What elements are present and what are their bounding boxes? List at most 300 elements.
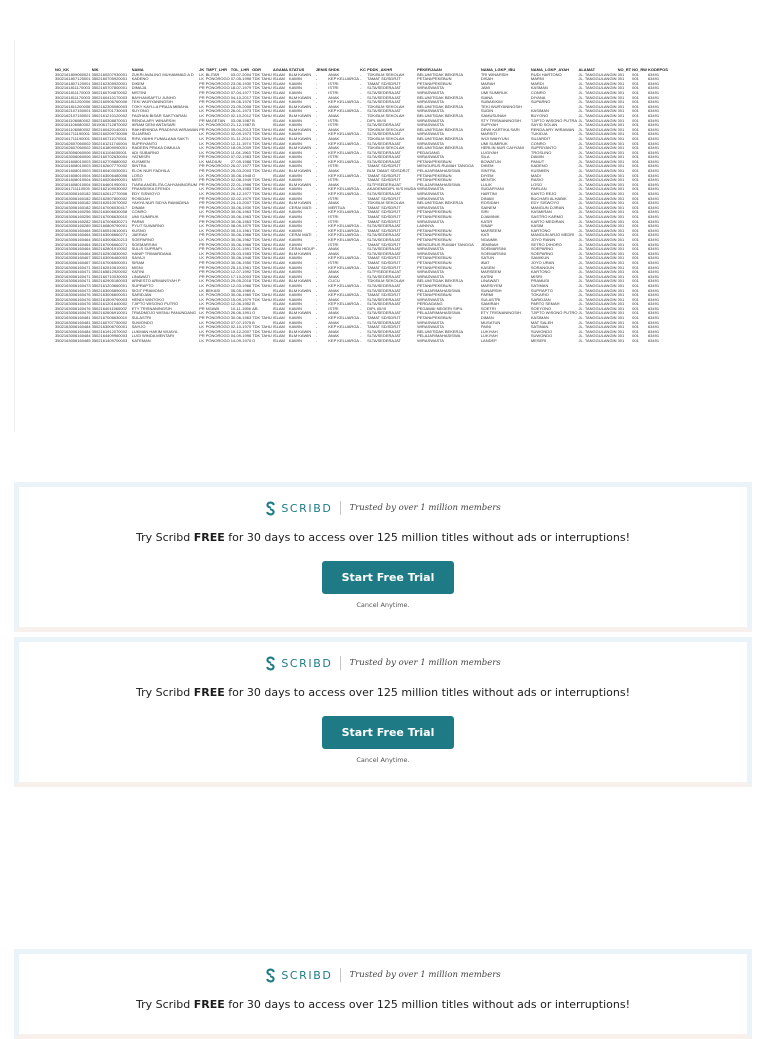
table-cell: 001 (632, 164, 639, 169)
table-cell: 63491 (647, 325, 660, 330)
table-cell: TAMAT SD/SDRJT (367, 219, 401, 224)
table-cell: KEP KELUARGA (328, 100, 360, 105)
table-cell: JL. TANGGULANGIN (578, 159, 617, 164)
table-cell: KAWIN (288, 215, 302, 219)
table-cell: 001 (632, 311, 639, 316)
table-cell: PETANI/PEKEBUN (417, 283, 452, 288)
table-cell: - (315, 260, 318, 265)
table-cell: ISTRI (328, 196, 339, 201)
table-cell: - (360, 288, 362, 293)
table-cell: TDK TAHU (252, 247, 272, 252)
table-cell: JL. TANGGULANGIN (578, 228, 617, 233)
table-cell: SLTA/SEDERAJAT (367, 155, 401, 160)
table-cell: 63491 (647, 242, 660, 247)
table-cell: TDK TAHU (252, 192, 272, 197)
table-cell: - (360, 201, 362, 206)
document-page (0, 0, 768, 432)
table-cell: JEMINAH (480, 242, 499, 247)
table-cell: WIRASWASTA (417, 141, 444, 146)
table-cell: ISLAM (272, 164, 285, 169)
table-cell: 26-01-1973 (230, 109, 252, 114)
table-cell: SLTA/SEDERAJAT (367, 339, 401, 344)
table-cell: 3502161608010004 (55, 182, 91, 187)
table-cell: LK (199, 109, 205, 114)
table-cell: 30-06-1963 (230, 215, 252, 219)
table-cell: JL. TANGGULANGIN (578, 260, 617, 265)
table-cell: SIGIT PRAMONO (131, 288, 164, 293)
table-cell: 30-06-1960 (230, 293, 252, 298)
table-cell: JL. TANGGULANGIN (578, 270, 617, 275)
table-cell: LK (199, 150, 205, 155)
table-cell: KAWIN (288, 100, 302, 105)
table-cell: B (252, 123, 255, 128)
table-cell: KAWIN (288, 196, 302, 201)
table-cell: ISLAM (272, 256, 285, 261)
table-cell: 3502167006630010 (91, 215, 128, 219)
table-cell: ANAK (328, 247, 340, 252)
table-cell: 05-05-1989 (230, 288, 252, 293)
table-cell: TDK TAHU (252, 334, 272, 339)
table-cell: 3502162709880002 (91, 159, 128, 164)
table-cell: 001 (617, 219, 625, 224)
table-cell: 001 (617, 270, 625, 275)
table-cell: 63491 (647, 302, 660, 307)
table-cell: SINTRA (131, 164, 147, 169)
table-cell: WIRASWASTA (417, 109, 444, 114)
table-cell: ANAK (328, 104, 340, 109)
table-cell: ZUKRI AVALINO MUHAMMAD A D (131, 72, 194, 77)
table-cell: SLTA/SEDERAJAT (367, 329, 401, 334)
table-cell: 3502162507800002 (91, 196, 128, 201)
table-cell: SLTA/SEDERAJAT (367, 283, 401, 288)
table-cell: - (315, 77, 318, 82)
table-cell: JL. TANGGULANGIN (578, 173, 617, 178)
table-cell: 63491 (647, 274, 660, 279)
table-cell: EDY SISWOYO (530, 201, 560, 206)
table-cell: JL. TANGGULANGIN (578, 196, 617, 201)
table-cell: - (360, 136, 362, 141)
table-cell: PR (199, 260, 205, 265)
table-cell: 001 (632, 219, 639, 224)
table-cell: PELAJAR/MAHASISWA (417, 288, 461, 293)
table-cell: SLTA/SEDERAJAT (367, 237, 401, 242)
table-cell: KAWIN (288, 178, 302, 183)
table-cell: JL. TANGGULANGIN (578, 297, 617, 302)
table-cell: 3502163006160464 (55, 228, 91, 233)
table-cell: 001 (632, 132, 639, 137)
brand-bar (19, 654, 747, 672)
table-cell: - (315, 279, 318, 284)
table-cell: LK (199, 339, 205, 344)
table-cell: KADENO (530, 164, 548, 169)
table-cell: LAINNYA (417, 224, 434, 229)
table-cell: JL. TANGGULANGIN (578, 164, 617, 169)
table-cell: 03-07-2004 (230, 72, 252, 77)
table-cell: TDK TAHU (252, 224, 272, 229)
table-cell: 001 (617, 237, 625, 242)
table-cell: KEP KELUARGA (328, 316, 360, 321)
table-cell: KAWIN (288, 283, 302, 288)
table-cell: RAKHEHINDA PRADNYA WIRAWAN (131, 127, 199, 132)
table-cell: TRIADMOJO WISNU PANUNDANG (131, 311, 196, 316)
table-cell: 63491 (647, 109, 660, 114)
table-cell: ISLAM (272, 237, 285, 242)
table-cell: IKRAM DENI ANTASARI (131, 123, 176, 128)
table-cell: - (360, 141, 362, 146)
table-cell: KAWIN (288, 302, 302, 307)
table-cell: DINAM (480, 196, 494, 201)
table-cell: 12-07-1992 (230, 270, 252, 275)
table-cell: LK (199, 123, 205, 128)
table-cell: KEP KELUARGA (328, 233, 360, 238)
table-cell: EDY SISWOYO (131, 192, 160, 197)
table-cell: 001 (617, 95, 625, 100)
table-cell: SLTA/SEDERAJAT (367, 297, 401, 302)
table-cell: ISLAM (272, 104, 285, 109)
table-cell: PONOROGO (205, 316, 230, 321)
table-cell: KAWIN (288, 320, 302, 325)
table-cell: PETANI/PEKEBUN (417, 159, 452, 164)
table-cell: BLM KAWIN (288, 95, 312, 100)
table-cell: MADIUN (205, 159, 222, 164)
table-cell: JL. TANGGULANGIN (578, 302, 617, 307)
table-cell: 3502163006160182 (55, 196, 91, 201)
table-cell: TJIPTO WISONO PUTRO (131, 302, 179, 307)
table-cell: PETANI/PEKEBUN (417, 178, 452, 183)
table-cell: TDK TAHU (252, 100, 272, 105)
table-cell: 001 (617, 146, 625, 151)
table-cell: 001 (632, 196, 639, 201)
table-cell: PONOROGO (205, 113, 230, 118)
table-cell: PR (199, 81, 205, 86)
table-cell: - (315, 320, 318, 325)
table-cell: 001 (632, 150, 639, 155)
table-cell: LK (199, 283, 205, 288)
table-cell: B (252, 118, 255, 123)
table-cell: 3502167006630271 (91, 219, 128, 224)
table-cell: 001 (632, 192, 639, 197)
table-cell: WIJI WAHYUNI (480, 136, 509, 141)
table-cell: TOKY KAYLLA PRAJA MIBAHA (131, 104, 189, 109)
table-cell: 63491 (647, 141, 660, 146)
table-cell: ANAK (328, 72, 340, 77)
table-cell: ISLAM (272, 155, 285, 160)
table-cell: 05-04-2013 (230, 127, 252, 132)
table-cell: - (360, 283, 362, 288)
table-cell: 18-09-2009 (230, 146, 252, 151)
table-cell: - (360, 173, 362, 178)
table-cell: - (360, 279, 362, 284)
column-header: ALAMAT (578, 68, 596, 72)
table-cell: - (360, 127, 362, 132)
table-cell: DIMAN (480, 316, 494, 321)
table-cell: LK (199, 302, 205, 307)
table-cell: ISLAM (272, 127, 285, 132)
table-cell: PR (199, 90, 205, 95)
table-cell: 12-03-1966 (230, 283, 252, 288)
table-cell: 001 (617, 132, 625, 137)
page-edge (14, 40, 15, 432)
table-cell: SLTA/SEDERAJAT (367, 192, 401, 197)
table-cell: JL. TANGGULANGIN (578, 325, 617, 330)
table-cell: 3502160209730006 (91, 132, 128, 137)
table-cell: 3502167006030417 (91, 205, 128, 210)
table-cell: 3502161608010004 (55, 173, 91, 178)
table-cell: 63491 (647, 123, 660, 128)
table-cell: JL. TANGGULANGIN (578, 109, 617, 114)
table-cell: 3502162305080003 (91, 104, 128, 109)
table-cell: KAWIN (288, 210, 302, 215)
table-cell: ISLAM (272, 260, 285, 265)
table-cell: SLTA/SEDERAJAT (367, 132, 401, 137)
table-cell: 001 (617, 316, 625, 321)
table-cell: KAWIN (288, 77, 302, 82)
table-cell: 30-06-1946 (230, 256, 252, 261)
table-cell: 3502161711110005 (55, 187, 90, 192)
table-cell: 3502161608010003 (55, 159, 91, 164)
table-cell: JL. TANGGULANGIN (578, 86, 617, 91)
table-cell: ANAK (328, 270, 340, 275)
table-cell: LUKMAN HAKIM WIJAYA (131, 329, 178, 334)
table-cell: 001 (617, 279, 625, 284)
table-cell: - (315, 270, 318, 275)
table-cell: 23-06-1930 (230, 81, 252, 86)
table-cell: SAMIKUN (530, 256, 550, 261)
table-cell: ISLAM (272, 173, 285, 178)
table-cell: DIYEM (480, 173, 494, 178)
table-cell: PETANI/PEKEBUN (417, 215, 452, 219)
table-cell: KEP KELUARGA (328, 159, 360, 164)
table-cell: PRAMUDI (530, 279, 550, 284)
table-cell: ISLAM (272, 146, 285, 151)
table-cell: LK (199, 173, 205, 178)
start-free-trial-button[interactable]: Start Free Trial (322, 716, 454, 749)
table-cell: 3502162503830002 (91, 251, 128, 256)
table-cell: - (315, 187, 318, 192)
table-cell: KATINI (131, 270, 145, 275)
table-cell: MADI (530, 173, 541, 178)
table-cell: 001 (632, 77, 639, 82)
table-cell: BELUM/TIDAK BEKERJA (417, 104, 464, 109)
table-cell: BLM KAWIN (288, 334, 312, 339)
table-cell: 001 (632, 113, 639, 118)
table-cell: PR (199, 247, 205, 252)
table-cell: TAMAT SD/SDRJT (367, 173, 401, 178)
table-cell: - (315, 123, 318, 128)
table-cell: - (315, 86, 318, 91)
table-cell: 001 (632, 86, 639, 91)
table-cell: TDK TAHU (252, 242, 272, 247)
table-cell: PONOROGO (205, 215, 230, 219)
table-cell: PONOROGO (205, 201, 230, 206)
table-cell: TDK TAHU (252, 219, 272, 224)
table-cell: TDK TAHU (252, 159, 272, 164)
table-cell: - (530, 104, 533, 109)
table-cell: - (315, 329, 318, 334)
table-cell: WIRASWASTA (417, 187, 444, 192)
start-free-trial-button[interactable]: Start Free Trial (322, 561, 454, 594)
table-cell: 001 (617, 164, 625, 169)
brand-divider (340, 501, 341, 515)
table-cell: PONOROGO (205, 132, 230, 137)
table-cell: BLM KAWIN (288, 251, 312, 256)
table-cell: MAT SALEH (530, 320, 554, 325)
table-cell: LK (199, 320, 205, 325)
table-cell: TDK TAHU (252, 265, 272, 270)
table-cell: 001 (632, 141, 639, 146)
table-cell: - (360, 219, 362, 224)
table-cell: 3502161104630001 (91, 150, 127, 155)
table-cell: 001 (617, 196, 625, 201)
table-cell: KEP KELUARGA (328, 187, 360, 192)
table-cell: 3502162606910001 (91, 311, 128, 316)
table-cell: 3502163006160473 (55, 283, 91, 288)
table-cell: ISLAM (272, 150, 285, 155)
table-cell: MISTINI (131, 90, 147, 95)
table-cell: - (360, 86, 362, 91)
table-cell: 03-08-1987 (230, 118, 252, 123)
table-cell: 001 (617, 320, 625, 325)
table-cell: 05-10-1961 (230, 228, 252, 233)
table-cell: JOYO RANIN (530, 237, 556, 242)
table-cell: KEP KELUARGA (328, 109, 360, 114)
table-cell: SARIDJAN (530, 297, 551, 302)
table-cell: BOWATUN (480, 159, 501, 164)
table-cell: LUKIYAH (480, 329, 498, 334)
table-cell: ANAK (328, 329, 340, 334)
table-cell: ISTRI (328, 215, 339, 219)
table-cell: 3519061712870002 (91, 123, 128, 128)
table-cell: SUPRIYANTO (131, 141, 158, 146)
table-cell: LK (199, 187, 205, 192)
table-cell: 001 (617, 334, 625, 339)
table-cell: 001 (617, 159, 625, 164)
table-cell: 3502161912070002 (91, 329, 128, 334)
table-cell: 3502163006620213 (91, 237, 128, 242)
table-cell: PETANI/PEKEBUN (417, 228, 452, 233)
table-cell: ISLAM (272, 178, 285, 183)
table-cell: 3502162305920001 (91, 81, 128, 86)
table-cell: 001 (617, 205, 625, 210)
table-cell: ISLAM (272, 192, 285, 197)
table-cell: - (315, 242, 318, 247)
table-cell: SIRI (480, 210, 489, 215)
table-cell: SUBAKIKIM (480, 100, 503, 105)
table-cell: 3502163006460003 (91, 256, 128, 261)
table-cell: JAERAH (131, 233, 148, 238)
table-cell: DJAMINIK (480, 215, 500, 219)
table-cell: TAMAT SD/SDRJT (367, 256, 401, 261)
table-cell: 001 (617, 86, 625, 91)
table-cell: JL. TANGGULANGIN (578, 279, 617, 284)
table-cell: 14-09-1970 (230, 339, 252, 344)
table-cell: 3502160403030001 (91, 169, 128, 174)
table-row (55, 339, 669, 344)
brand-name: SCRIBD (281, 968, 333, 982)
table-cell: SIANA (480, 95, 493, 100)
table-cell: - (360, 77, 362, 82)
table-cell: BLM KAWIN (288, 104, 312, 109)
table-cell: 07-07-1975 (230, 320, 252, 325)
table-cell: TDK TAHU (252, 146, 272, 151)
table-cell: SAYID SOLAN (530, 123, 558, 128)
table-cell: 001 (617, 173, 625, 178)
table-cell: SLTA/SEDERAJAT (367, 224, 401, 229)
table-cell: 001 (632, 81, 639, 86)
table-cell: 3502163006160464 (55, 242, 91, 247)
table-cell: PONOROGO (205, 251, 230, 256)
table-cell: 29-05-2018 (230, 279, 252, 284)
table-cell: RENDA ARY WIRAWAN (530, 127, 575, 132)
table-cell: 3502164011560002 (91, 306, 127, 311)
table-cell: PONOROGO (205, 127, 230, 132)
table-cell: SARIDJAN (131, 293, 152, 298)
table-cell: 001 (632, 233, 639, 238)
table-cell: - (360, 325, 362, 330)
table-cell: 001 (617, 339, 625, 344)
table-cell: CERAI MATI (288, 233, 312, 238)
table-cell: PETANI/PEKEBUN (417, 173, 452, 178)
table-cell: BAYHANSAFTU JUNHO (131, 95, 176, 100)
table-cell: KAWIN (288, 159, 302, 164)
table-cell: - (360, 316, 362, 321)
table-cell: KEP KELUARGA (328, 265, 360, 270)
table-cell: 3502161811170003 (55, 86, 90, 91)
table-cell: TDK TAHU (252, 164, 272, 169)
table-cell: LANDEP (480, 339, 497, 344)
table-cell: 001 (617, 215, 625, 219)
table-cell: 23-01-1991 (230, 247, 252, 252)
table-cell: TDK TAHU (252, 150, 272, 155)
table-cell: MARSIYEM (480, 283, 503, 288)
table-cell: 3502161811200006 (55, 104, 91, 109)
table-cell: 001 (632, 95, 639, 100)
table-cell: CERAI HIDUP (288, 247, 315, 252)
table-cell: BLM KAWIN (288, 113, 312, 118)
table-cell: PONOROGO (205, 192, 230, 197)
table-cell: - (360, 270, 362, 275)
table-cell: TROSLINO (530, 150, 552, 155)
table-cell: 001 (632, 90, 639, 95)
table-cell: 001 (632, 136, 639, 141)
table-cell: ISLAM (272, 329, 285, 334)
table-cell: BLM KAWIN (288, 169, 312, 174)
table-cell: KAWIN (288, 293, 302, 298)
brand-bar (19, 499, 747, 517)
table-cell: 63491 (647, 118, 660, 123)
table-cell: PONOROGO (205, 260, 230, 265)
table-cell: A (252, 288, 255, 293)
table-cell: PONOROGO (205, 274, 230, 279)
table-cell: 3502161809090001 (91, 146, 128, 151)
table-cell: 63491 (647, 265, 660, 270)
table-cell: - (315, 283, 318, 288)
table-cell: PONOROGO (205, 256, 230, 261)
table-cell: WIRASWASTA (417, 123, 444, 128)
table-cell: 3502163006160476 (55, 302, 91, 307)
table-cell: - (315, 228, 318, 233)
table-cell: 001 (632, 109, 639, 114)
table-cell: MESERI (530, 339, 547, 344)
table-cell: SAYAJI (131, 256, 145, 261)
table-cell: TDK/BLM SEKOLAH (367, 136, 405, 141)
table-cell: 001 (632, 302, 639, 307)
table-cell: JL. TANGGULANGIN (578, 127, 617, 132)
table-cell: MENGURUS RUMAH TANGGA (417, 164, 474, 169)
table-cell: 63491 (647, 215, 660, 219)
table-cell: TEKI WURYANINGSIH (480, 104, 523, 109)
table-cell: PONOROGO (205, 210, 230, 215)
